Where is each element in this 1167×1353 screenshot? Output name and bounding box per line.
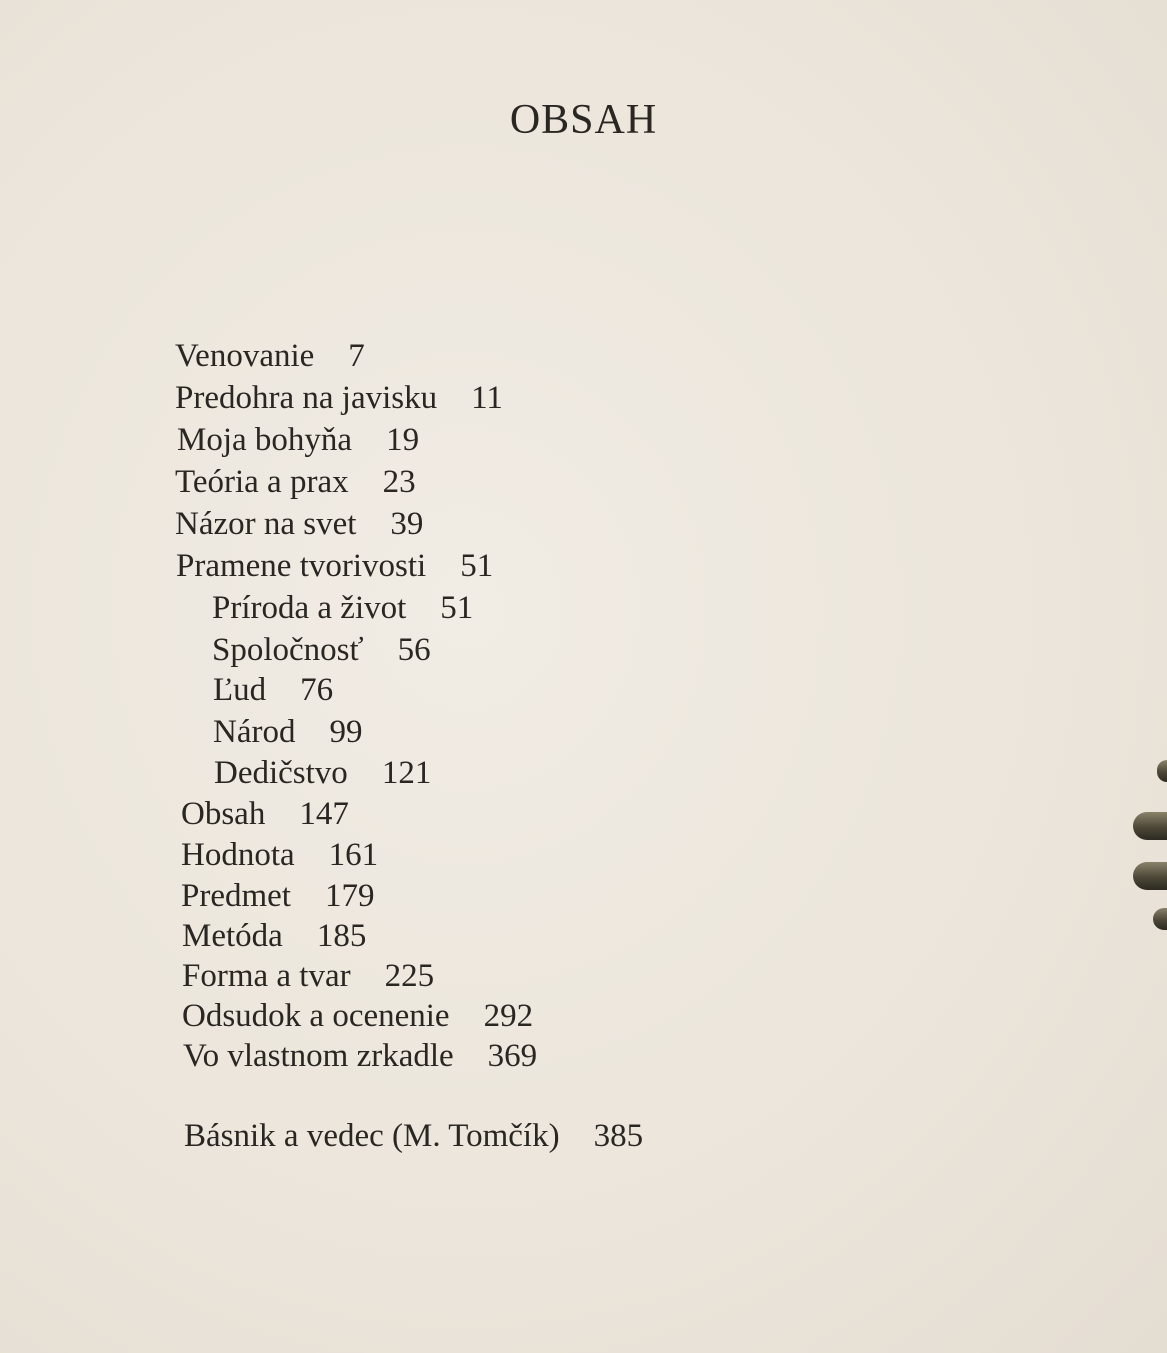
toc-entry-page: 7 — [348, 338, 365, 374]
toc-entry — [181, 798, 349, 831]
toc-subentry — [212, 634, 431, 667]
toc-entry-page: 56 — [397, 632, 431, 668]
toc-entry-page: 292 — [483, 998, 534, 1034]
toc-entry-page: 185 — [316, 918, 367, 954]
toc-entry-label: Metóda — [182, 918, 283, 954]
toc-entry — [183, 1040, 537, 1073]
toc-entry — [177, 424, 419, 457]
toc-subentry — [213, 716, 362, 749]
toc-entry-label: Básnik a vedec (M. Tomčík) — [184, 1118, 560, 1154]
toc-entry-page: 225 — [384, 958, 435, 994]
toc-entry-appendix — [184, 1120, 643, 1153]
toc-entry-page: 369 — [487, 1038, 538, 1074]
toc-entry-page: 51 — [460, 548, 494, 584]
toc-entry-label: Ľud — [213, 672, 267, 708]
toc-entry-page: 385 — [593, 1118, 644, 1154]
toc-entry-label: Predmet — [181, 878, 291, 914]
toc-entry-label: Vo vlastnom zrkadle — [183, 1038, 454, 1074]
toc-entry-label: Obsah — [181, 796, 266, 832]
toc-entry-page: 147 — [299, 796, 349, 832]
toc-entry — [182, 1000, 533, 1033]
binding-ring — [1133, 812, 1167, 840]
toc-entry-label: Teória a prax — [175, 464, 349, 500]
toc-subentry — [212, 592, 473, 625]
toc-subentry — [213, 674, 333, 707]
toc-entry-label: Názor na svet — [175, 506, 357, 542]
toc-entry — [175, 508, 423, 541]
toc-entry-label: Pramene tvorivosti — [176, 548, 427, 584]
toc-entry-page: 51 — [440, 590, 474, 626]
toc-entry-label: Forma a tvar — [182, 958, 351, 994]
title-text: OBSAH — [509, 97, 658, 143]
toc-entry-label: Odsudok a ocenenie — [182, 998, 450, 1034]
toc-entry-page: 99 — [329, 714, 363, 750]
toc-entry-page: 19 — [386, 422, 420, 458]
toc-entry-label: Moja bohyňa — [177, 422, 353, 458]
toc-entry-label: Národ — [213, 714, 296, 750]
toc-entry-page: 179 — [324, 878, 375, 914]
toc-entry — [181, 880, 374, 913]
toc-entry-label: Spoločnosť — [212, 632, 364, 668]
toc-entry — [175, 340, 365, 373]
toc-entry-page: 121 — [381, 755, 432, 791]
toc-entry — [181, 839, 378, 872]
binding-ring — [1133, 862, 1167, 890]
toc-entry-page: 161 — [328, 837, 379, 873]
toc-entry-page: 39 — [390, 506, 424, 542]
toc-entry-page: 11 — [471, 380, 503, 416]
toc-entry — [182, 960, 434, 993]
toc-entry-page: 23 — [382, 464, 416, 500]
toc-entry — [176, 550, 493, 583]
toc-entry-page: 76 — [300, 672, 334, 708]
toc-entry — [175, 466, 416, 499]
toc-entry-label: Príroda a život — [212, 590, 407, 626]
toc-entry-label: Hodnota — [181, 837, 295, 873]
toc-subentry — [214, 757, 431, 790]
toc-entry-label: Venovanie — [175, 338, 315, 374]
toc-entry-label: Predohra na javisku — [175, 380, 438, 416]
toc-entry — [175, 382, 503, 415]
toc-entry-label: Dedičstvo — [214, 755, 348, 791]
toc-entry — [182, 920, 366, 953]
